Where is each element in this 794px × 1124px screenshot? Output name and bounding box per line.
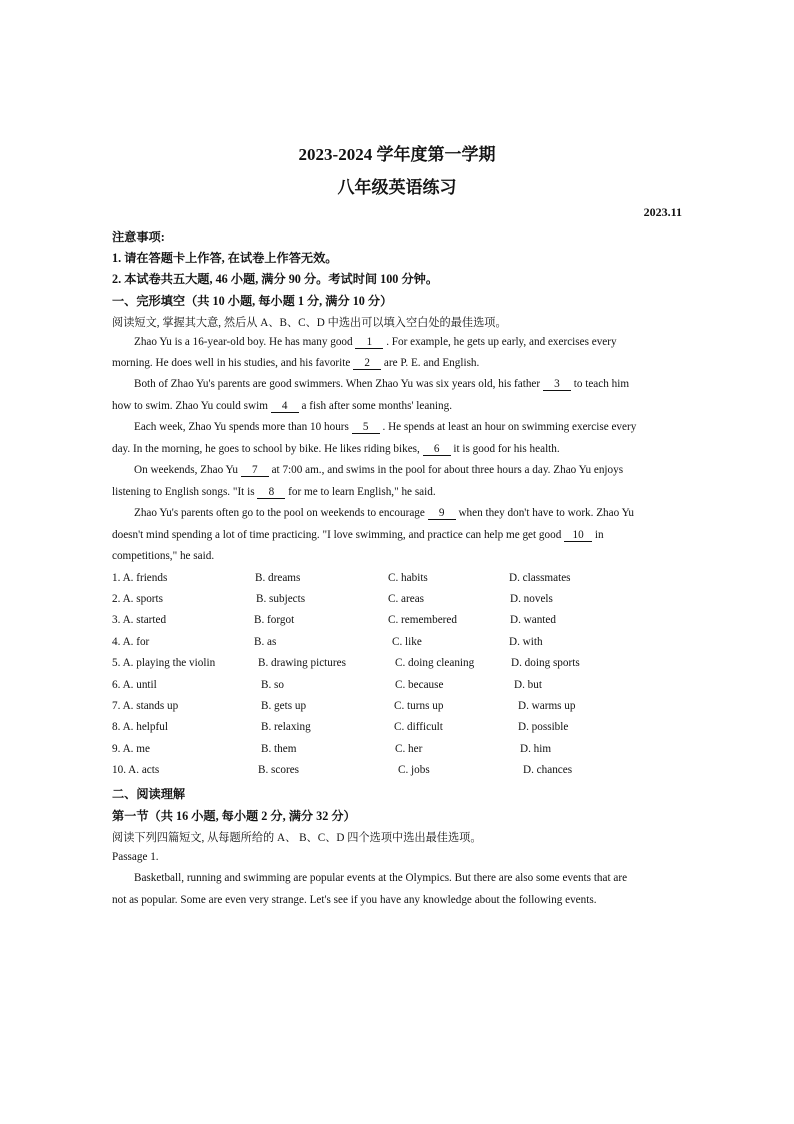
blank-4: 4 <box>271 401 299 413</box>
passage-line: morning. He does well in his studies, and his favorite 2 are P. E. and English. <box>112 357 480 369</box>
passage1-line-2: not as popular. Some are even very strange. Let's see if you have any knowledge about the following events. <box>112 894 597 906</box>
option-b: B. dreams <box>255 572 301 584</box>
blank-3: 3 <box>543 379 571 391</box>
exam-date: 2023.11 <box>643 205 682 219</box>
option-d: D. doing sports <box>511 657 580 669</box>
notice-item-2: 2. 本试卷共五大题, 46 小题, 满分 90 分。考试时间 100 分钟。 <box>112 272 439 286</box>
passage-line: listening to English songs. "It is 8 for me to learn English," he said. <box>112 486 436 498</box>
passage-label: Passage 1. <box>112 851 159 863</box>
section2-part1-heading: 第一节（共 16 小题, 每小题 2 分, 满分 32 分） <box>112 809 356 823</box>
section2-instruction: 阅读下列四篇短文, 从每题所给的 A、 B、C、D 四个选项中选出最佳选项。 <box>112 832 482 844</box>
option-d: D. warms up <box>518 700 576 712</box>
option-d: D. novels <box>510 593 553 605</box>
passage-line: Both of Zhao Yu's parents are good swimmers. When Zhao Yu was six years old, his father 3 to teach him <box>134 378 630 390</box>
option-d: D. but <box>514 679 542 691</box>
passage-line: doesn't mind spending a lot of time practicing. "I love swimming, and practice can help me get good 10 in <box>112 529 604 541</box>
section1-heading: 一、完形填空（共 10 小题, 每小题 1 分, 满分 10 分） <box>112 294 393 308</box>
section2-heading: 二、阅读理解 <box>112 787 186 801</box>
option-d: D. classmates <box>509 572 571 584</box>
option-c: C. doing cleaning <box>395 657 475 669</box>
blank-2: 2 <box>353 358 381 370</box>
option-d: D. possible <box>518 721 569 733</box>
option-a: 10. A. acts <box>112 764 160 776</box>
passage-line: On weekends, Zhao Yu 7 at 7:00 am., and swims in the pool for about three hours a day. Zhao Yu enjoys <box>134 464 624 476</box>
blank-9: 9 <box>428 508 456 520</box>
option-d: D. him <box>520 743 552 755</box>
option-a: 2. A. sports <box>112 593 163 605</box>
passage-line: day. In the morning, he goes to school by bike. He likes riding bikes, 6 it is good for his health. <box>112 443 560 455</box>
option-a: 7. A. stands up <box>112 700 179 712</box>
notice-heading: 注意事项: <box>112 230 165 244</box>
option-c: C. like <box>392 636 422 648</box>
blank-8: 8 <box>257 487 285 499</box>
option-a: 8. A. helpful <box>112 721 168 733</box>
exam-year-term: 2023-2024 学年度第一学期 <box>298 145 496 164</box>
option-b: B. so <box>261 679 285 691</box>
option-c: C. turns up <box>394 700 444 712</box>
option-a: 6. A. until <box>112 679 157 691</box>
option-c: C. her <box>395 743 423 755</box>
option-a: 4. A. for <box>112 636 150 648</box>
passage-line: Zhao Yu is a 16-year-old boy. He has many good 1 . For example, he gets up early, and exercises every <box>134 336 617 348</box>
blank-7: 7 <box>241 465 269 477</box>
notice-item-1: 1. 请在答题卡上作答, 在试卷上作答无效。 <box>112 251 338 265</box>
option-a: 3. A. started <box>112 614 167 626</box>
passage-line: how to swim. Zhao Yu could swim 4 a fish after some months' leaning. <box>112 400 453 412</box>
passage-line: Zhao Yu's parents often go to the pool on weekends to encourage 9 when they don't have to work. Zhao Yu <box>134 507 635 519</box>
passage-line: competitions," he said. <box>112 550 215 562</box>
option-c: C. remembered <box>388 614 457 626</box>
blank-1: 1 <box>355 337 383 349</box>
option-b: B. gets up <box>261 700 307 712</box>
option-a: 5. A. playing the violin <box>112 657 216 669</box>
option-b: B. as <box>254 636 277 648</box>
blank-6: 6 <box>423 444 451 456</box>
blank-5: 5 <box>352 422 380 434</box>
exam-subject: 八年级英语练习 <box>337 178 457 197</box>
option-d: D. chances <box>523 764 573 776</box>
option-b: B. relaxing <box>261 721 311 733</box>
option-a: 9. A. me <box>112 743 150 755</box>
option-c: C. difficult <box>394 721 443 733</box>
option-b: B. subjects <box>256 593 306 605</box>
option-b: B. them <box>261 743 297 755</box>
passage-line: Each week, Zhao Yu spends more than 10 hours 5 . He spends at least an hour on swimming exercise every <box>134 421 637 433</box>
option-c: C. habits <box>388 572 428 584</box>
option-c: C. jobs <box>398 764 430 776</box>
option-c: C. areas <box>388 593 425 605</box>
option-b: B. drawing pictures <box>258 657 346 669</box>
option-d: D. wanted <box>510 614 556 626</box>
section1-instruction: 阅读短文, 掌握其大意, 然后从 A、B、C、D 中选出可以填入空白处的最佳选项。 <box>112 317 507 329</box>
option-d: D. with <box>509 636 543 648</box>
option-c: C. because <box>395 679 444 691</box>
option-b: B. scores <box>258 764 300 776</box>
passage1-line-1: Basketball, running and swimming are popular events at the Olympics. But there are also some events that are <box>134 872 628 884</box>
blank-10: 10 <box>564 530 592 542</box>
option-b: B. forgot <box>254 614 295 626</box>
option-a: 1. A. friends <box>112 572 168 584</box>
